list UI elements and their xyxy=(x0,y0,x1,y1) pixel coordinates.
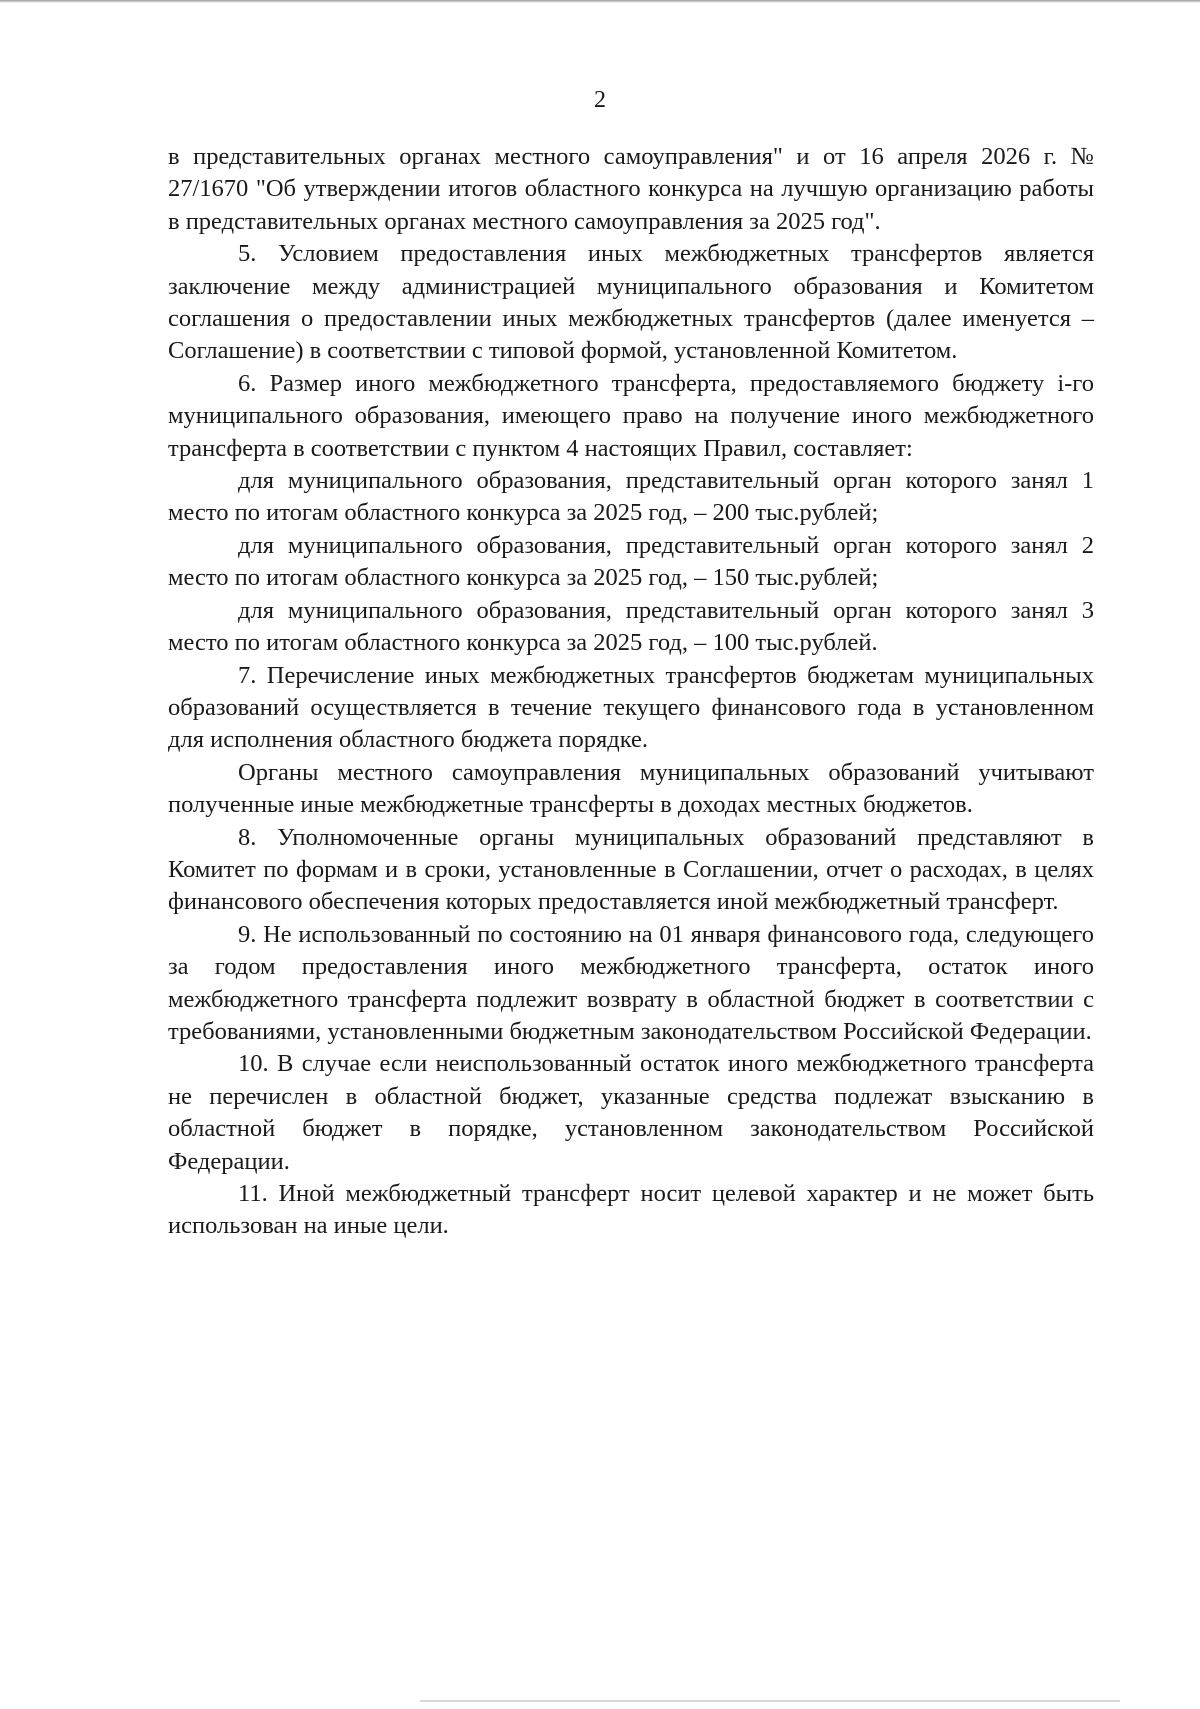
scan-artifact-line xyxy=(420,1700,1120,1702)
paragraph-place-2: для муниципального образования, представительный орган которого занял 2 место по итогам областного конкурса за 2025 год, – 150 тыс.рублей; xyxy=(168,531,1094,592)
page-number: 2 xyxy=(594,87,606,113)
paragraph-item-5: 5. Условием предоставления иных межбюджетных трансфертов является заключение между администрацией муниципального образования и Комитетом соглашения о предоставлении иных межбюджетных трансфертов (далее именуется – Соглашение) в соответствии с типовой формой, установленной Комитетом. xyxy=(168,240,1094,365)
paragraph-item-11: 11. Иной межбюджетный трансферт носит целевой характер и не может быть использован на иные цели. xyxy=(168,1180,1094,1240)
paragraph-continuation: в представительных органах местного самоуправления" и от 16 апреля 2026 г. № 27/1670 "Об утверждении итогов областного конкурса на лучшую организацию работы в представительных органах местного самоуправления за 2025 год". xyxy=(168,143,1094,235)
paragraph-item-10: 10. В случае если неиспользованный остаток иного межбюджетного трансферта не перечислен в областной бюджет, указанные средства подлежат взысканию в областной бюджет в порядке, установленном законодательством Российской Федерации. xyxy=(168,1050,1094,1175)
paragraph-item-6: 6. Размер иного межбюджетного трансферта, предоставляемого бюджету i-го муниципального образования, имеющего право на получение иного межбюджетного трансферта в соответствии с пунктом 4 настоящих Правил, составляет: xyxy=(168,369,1094,462)
paragraph-item-7: 7. Перечисление иных межбюджетных трансфертов бюджетам муниципальных образований осуществляется в течение текущего финансового года в установленном для исполнения областного бюджета порядке. xyxy=(168,661,1094,754)
scan-edge xyxy=(0,0,1200,3)
paragraph-item-9: 9. Не использованный по состоянию на 01 января финансового года, следующего за годом предоставления иного межбюджетного трансферта, остаток иного межбюджетного трансферта подлежит возврату в областной бюджет в соответствии с требованиями, установленными бюджетным законодательством Российской Федерации. xyxy=(168,920,1094,1045)
document-body xyxy=(168,141,1094,1243)
paragraph-item-8: 8. Уполномоченные органы муниципальных образований представляют в Комитет по формам и в сроки, установленные в Соглашении, отчет о расходах, в целях финансового обеспечения которых предоставляется иной межбюджетный трансферт. xyxy=(168,823,1094,916)
paragraph-place-1: для муниципального образования, представительный орган которого занял 1 место по итогам областного конкурса за 2025 год, – 200 тыс.рублей; xyxy=(168,467,1094,527)
paragraph-local-budgets: Органы местного самоуправления муниципальных образований учитывают полученные иные межбюджетные трансферты в доходах местных бюджетов. xyxy=(168,758,1094,819)
paragraph-place-3: для муниципального образования, представительный орган которого занял 3 место по итогам областного конкурса за 2025 год, – 100 тыс.рублей. xyxy=(168,596,1094,657)
